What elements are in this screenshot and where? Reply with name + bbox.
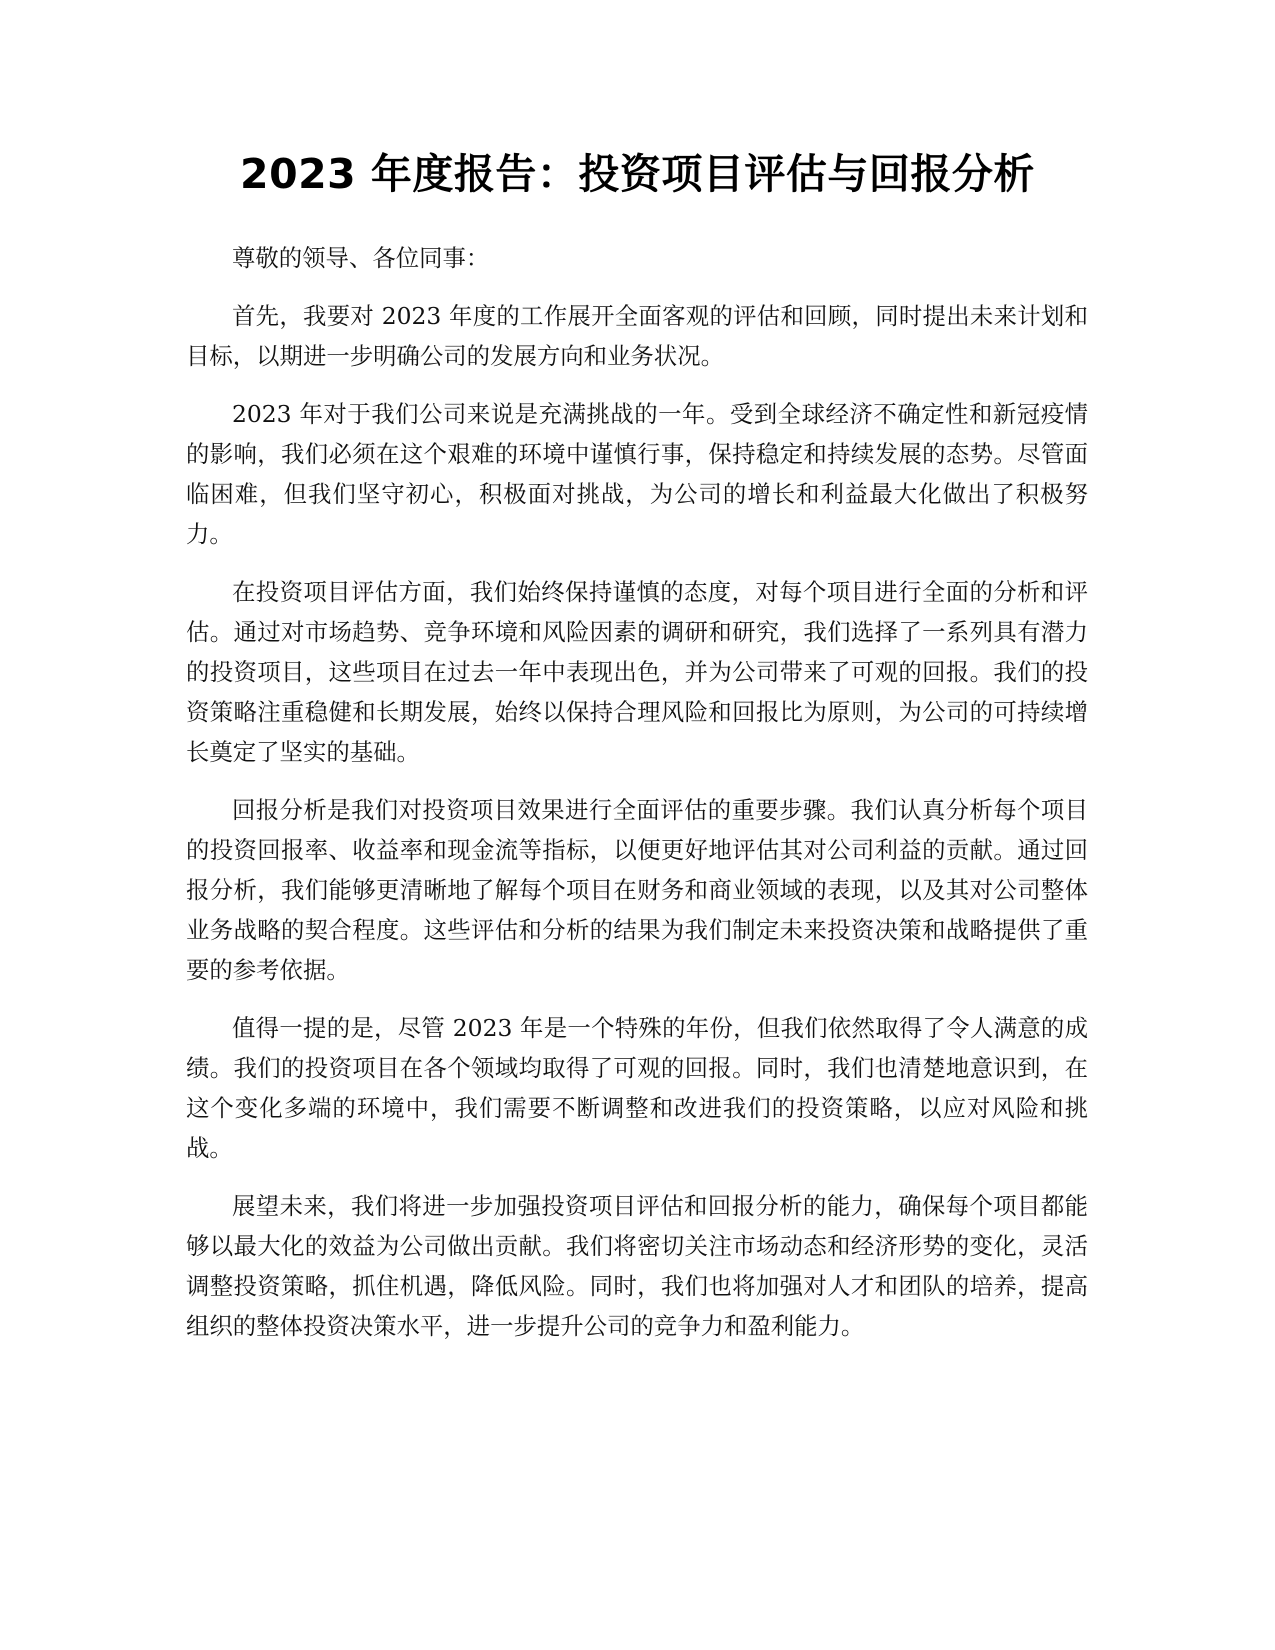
achievements-paragraph: 值得一提的是，尽管 2023 年是一个特殊的年份，但我们依然取得了令人满意的成绩。我们的投资项目在各个领域均取得了可观的回报。同时，我们也清楚地意识到，在这个变化多端的环境中，我们需要不断调整和改进我们的投资策略，以应对风险和挑战。 [186,1014,1088,1162]
project-evaluation-paragraph: 在投资项目评估方面，我们始终保持谨慎的态度，对每个项目进行全面的分析和评估。通过对市场趋势、竞争环境和风险因素的调研和研究，我们选择了一系列具有潜力的投资项目，这些项目在过去一年中表现出色，并为公司带来了可观的回报。我们的投资策略注重稳健和长期发展，始终以保持合理风险和回报比为原则，为公司的可持续增长奠定了坚实的基础。 [186,578,1088,766]
document-title: 2023 年度报告：投资项目评估与回报分析 [240,150,1035,198]
return-analysis-paragraph: 回报分析是我们对投资项目效果进行全面评估的重要步骤。我们认真分析每个项目的投资回报率、收益率和现金流等指标，以便更好地评估其对公司利益的贡献。通过回报分析，我们能够更清晰地了解每个项目在财务和商业领域的表现，以及其对公司整体业务战略的契合程度。这些评估和分析的结果为我们制定未来投资决策和战略提供了重要的参考依据。 [186,796,1088,984]
intro-paragraph: 首先，我要对 2023 年度的工作展开全面客观的评估和回顾，同时提出未来计划和目标，以期进一步明确公司的发展方向和业务状况。 [186,302,1088,370]
document-body [186,238,1088,1364]
challenges-paragraph: 2023 年对于我们公司来说是充满挑战的一年。受到全球经济不确定性和新冠疫情的影响，我们必须在这个艰难的环境中谨慎行事，保持稳定和持续发展的态势。尽管面临困难，但我们坚守初心，积极面对挑战，为公司的增长和利益最大化做出了积极努力。 [186,400,1088,548]
outlook-paragraph: 展望未来，我们将进一步加强投资项目评估和回报分析的能力，确保每个项目都能够以最大化的效益为公司做出贡献。我们将密切关注市场动态和经济形势的变化，灵活调整投资策略，抓住机遇，降低风险。同时，我们也将加强对人才和团队的培养，提高组织的整体投资决策水平，进一步提升公司的竞争力和盈利能力。 [186,1192,1088,1340]
salutation-paragraph: 尊敬的领导、各位同事： [232,244,490,272]
